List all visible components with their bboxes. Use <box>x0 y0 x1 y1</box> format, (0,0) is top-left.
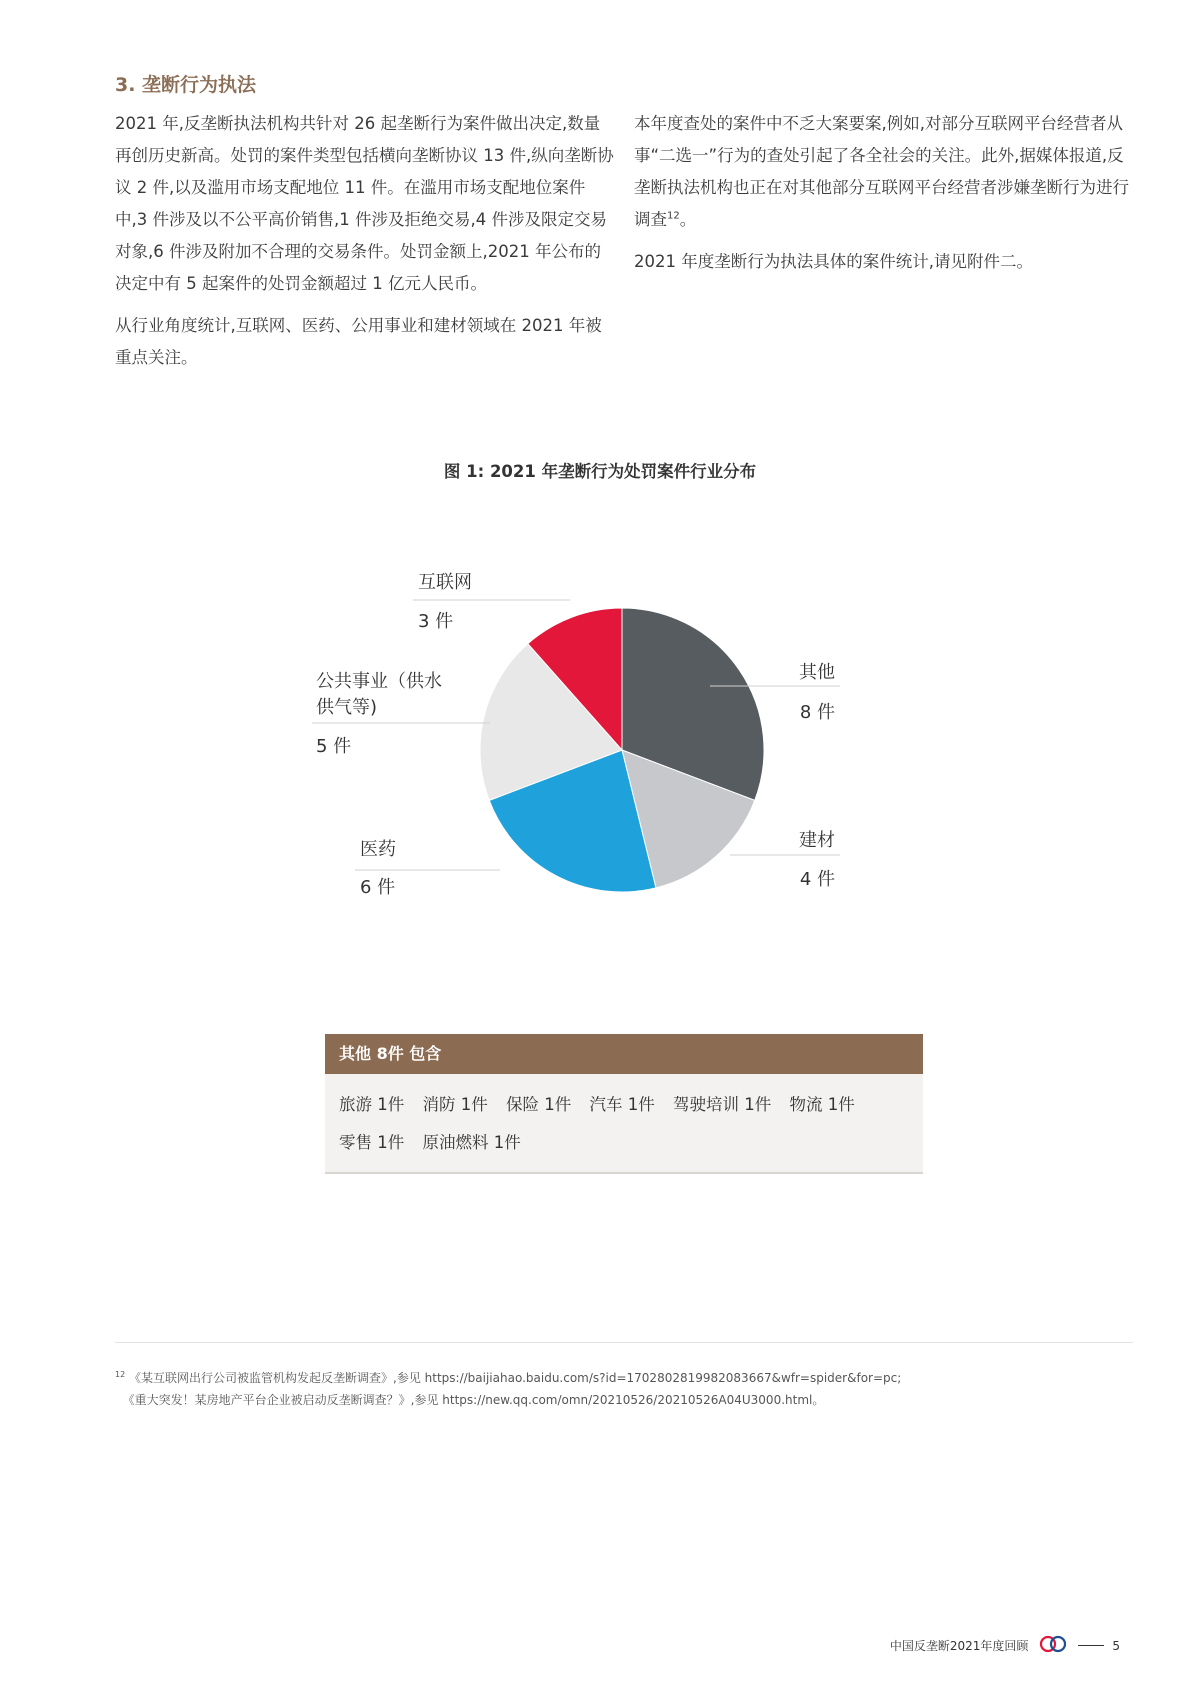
right-column <box>634 108 1134 288</box>
others-item: 汽车 1件 <box>589 1095 655 1114</box>
footnote-line-1[interactable]: 《某互联网出行公司被监管机构发起反垄断调查》,参见 https://baijiahao.baidu.com/s?id=1702802819982083667&wfr=spider&for=pc; <box>129 1371 902 1385</box>
footnote-12-continued <box>115 1389 1133 1411</box>
footer-rule <box>1078 1645 1104 1646</box>
slice-name-label: 供气等) <box>316 697 378 718</box>
slice-name-label: 建材 <box>799 830 835 851</box>
others-item: 零售 1件 <box>339 1133 405 1152</box>
footnote-line-2[interactable]: 《重大突发！某房地产平台企业被启动反垄断调查？》,参见 https://new.qq.com/omn/20210526/20210526A04U3000.html。 <box>122 1393 825 1407</box>
right-paragraph-1-end: 。 <box>679 210 697 229</box>
page-footer <box>890 1635 1120 1656</box>
others-box-body <box>325 1074 923 1172</box>
others-box-header: 其他 8件 包含 <box>325 1034 923 1074</box>
industry-pie-chart <box>300 560 900 920</box>
others-breakdown-box <box>325 1034 923 1174</box>
footnote-12 <box>115 1364 1133 1389</box>
footnote-number: 12 <box>115 1370 126 1379</box>
left-paragraph-1: 2021 年,反垄断执法机构共针对 26 起垄断行为案件做出决定,数量再创历史新高。处罚的案件类型包括横向垄断协议 13 件,纵向垄断协议 2 件,以及滥用市场支配地位 11 件。在滥用市场支配地位案件中,3 件涉及以不公平高价销售,1 件涉及拒绝交易,4 件涉及限定交易对象,6 件涉及附加不合理的交易条件。处罚金额上,2021 年公布的决定中有 5 起案件的处罚金额超过 1 亿元人民币。 <box>115 114 614 293</box>
slice-value-label: 8 件 <box>799 702 835 723</box>
others-item: 驾驶培训 1件 <box>673 1095 772 1114</box>
footnotes <box>115 1364 1133 1411</box>
slice-value-label: 4 件 <box>799 869 835 890</box>
others-item: 物流 1件 <box>789 1095 855 1114</box>
footnote-ref-12[interactable]: 12 <box>667 210 680 222</box>
slice-name-label: 互联网 <box>418 572 472 593</box>
others-item: 原油燃料 1件 <box>422 1133 521 1152</box>
section-title: 3. 垄断行为执法 <box>115 74 257 96</box>
right-paragraph-1 <box>634 108 1134 236</box>
right-paragraph-1-text: 本年度查处的案件中不乏大案要案,例如,对部分互联网平台经营者从事“二选一”行为的查处引起了各全社会的关注。此外,据媒体报道,反垄断执法机构也正在对其他部分互联网平台经营者涉嫌垄断行为进行调查 <box>634 114 1129 229</box>
right-paragraph-2: 2021 年度垄断行为执法具体的案件统计,请见附件二。 <box>634 252 1033 271</box>
others-item: 旅游 1件 <box>339 1095 405 1114</box>
publication-title: 中国反垄断2021年度回顾 <box>889 1639 1029 1653</box>
slice-name-label: 公共事业（供水 <box>316 671 442 692</box>
slice-value-label: 6 件 <box>360 877 396 898</box>
slice-name-label: 其他 <box>799 662 835 683</box>
others-item: 消防 1件 <box>422 1095 488 1114</box>
slice-value-label: 3 件 <box>418 611 454 632</box>
firm-logo-icon <box>1038 1635 1068 1656</box>
page-number: 5 <box>1112 1638 1120 1653</box>
left-paragraph-2: 从行业角度统计,互联网、医药、公用事业和建材领域在 2021 年被重点关注。 <box>115 316 602 367</box>
slice-name-label: 医药 <box>360 839 396 860</box>
figure-title: 图 1: 2021 年垄断行为处罚案件行业分布 <box>443 462 757 481</box>
footnote-divider <box>115 1342 1133 1343</box>
others-item: 保险 1件 <box>506 1095 572 1114</box>
slice-value-label: 5 件 <box>316 736 352 757</box>
left-column <box>115 108 615 384</box>
